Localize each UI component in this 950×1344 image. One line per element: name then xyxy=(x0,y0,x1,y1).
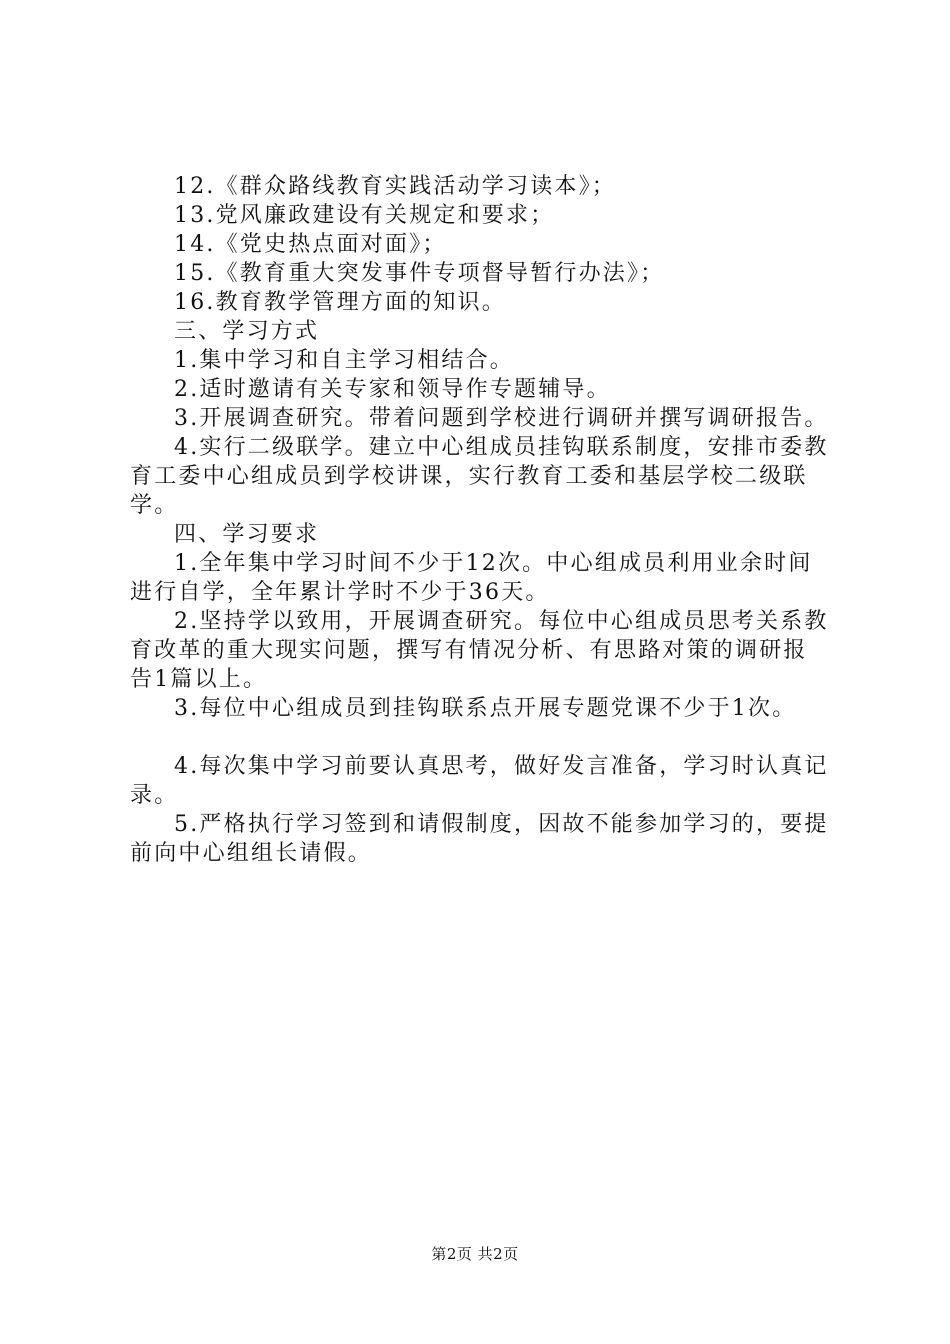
method-item-1: 1.集中学习和自主学习相结合。 xyxy=(174,348,514,373)
requirement-item-3: 3.每位中心组成员到挂钩联系点开展专题党课不少于1次。 xyxy=(174,696,797,721)
page-footer: 第2页 共2页 xyxy=(431,1245,519,1263)
method-item-4: 4.实行二级联学。建立中心组成员挂钩联系制度，安排市委教育工委中心组成员到学校讲课，实行教育工委和基层学校二级联学。 xyxy=(130,435,829,518)
list-item-12: 12.《群众路线教育实践活动学习读本》； xyxy=(174,174,616,199)
requirement-item-2: 2.坚持学以致用，开展调查研究。每位中心组成员思考关系教育改革的重大现实问题，撰写有情况分析、有思路对策的调研报告1篇以上。 xyxy=(130,609,829,692)
list-item-16: 16.教育教学管理方面的知识。 xyxy=(174,290,506,315)
section-heading-study-method: 三、学习方式 xyxy=(174,319,320,344)
requirement-item-4: 4.每次集中学习前要认真思考，做好发言准备，学习时认真记录。 xyxy=(130,754,829,808)
section-heading-study-requirements: 四、学习要求 xyxy=(174,522,320,547)
list-item-15: 15.《教育重大突发事件专项督导暂行办法》； xyxy=(174,261,665,286)
paragraph-gap xyxy=(130,723,830,752)
requirement-item-5: 5.严格执行学习签到和请假制度，因故不能参加学习的，要提前向中心组组长请假。 xyxy=(130,812,829,866)
document-body xyxy=(130,172,830,868)
list-item-14: 14.《党史热点面对面》； xyxy=(174,232,447,257)
method-item-3: 3.开展调查研究。带着问题到学校进行调研并撰写调研报告。 xyxy=(174,406,829,431)
list-item-13: 13.党风廉政建设有关规定和要求； xyxy=(174,203,555,228)
method-item-2: 2.适时邀请有关专家和领导作专题辅导。 xyxy=(174,377,611,402)
requirement-item-1: 1.全年集中学习时间不少于12次。中心组成员利用业余时间进行自学，全年累计学时不少于36天。 xyxy=(130,551,813,605)
